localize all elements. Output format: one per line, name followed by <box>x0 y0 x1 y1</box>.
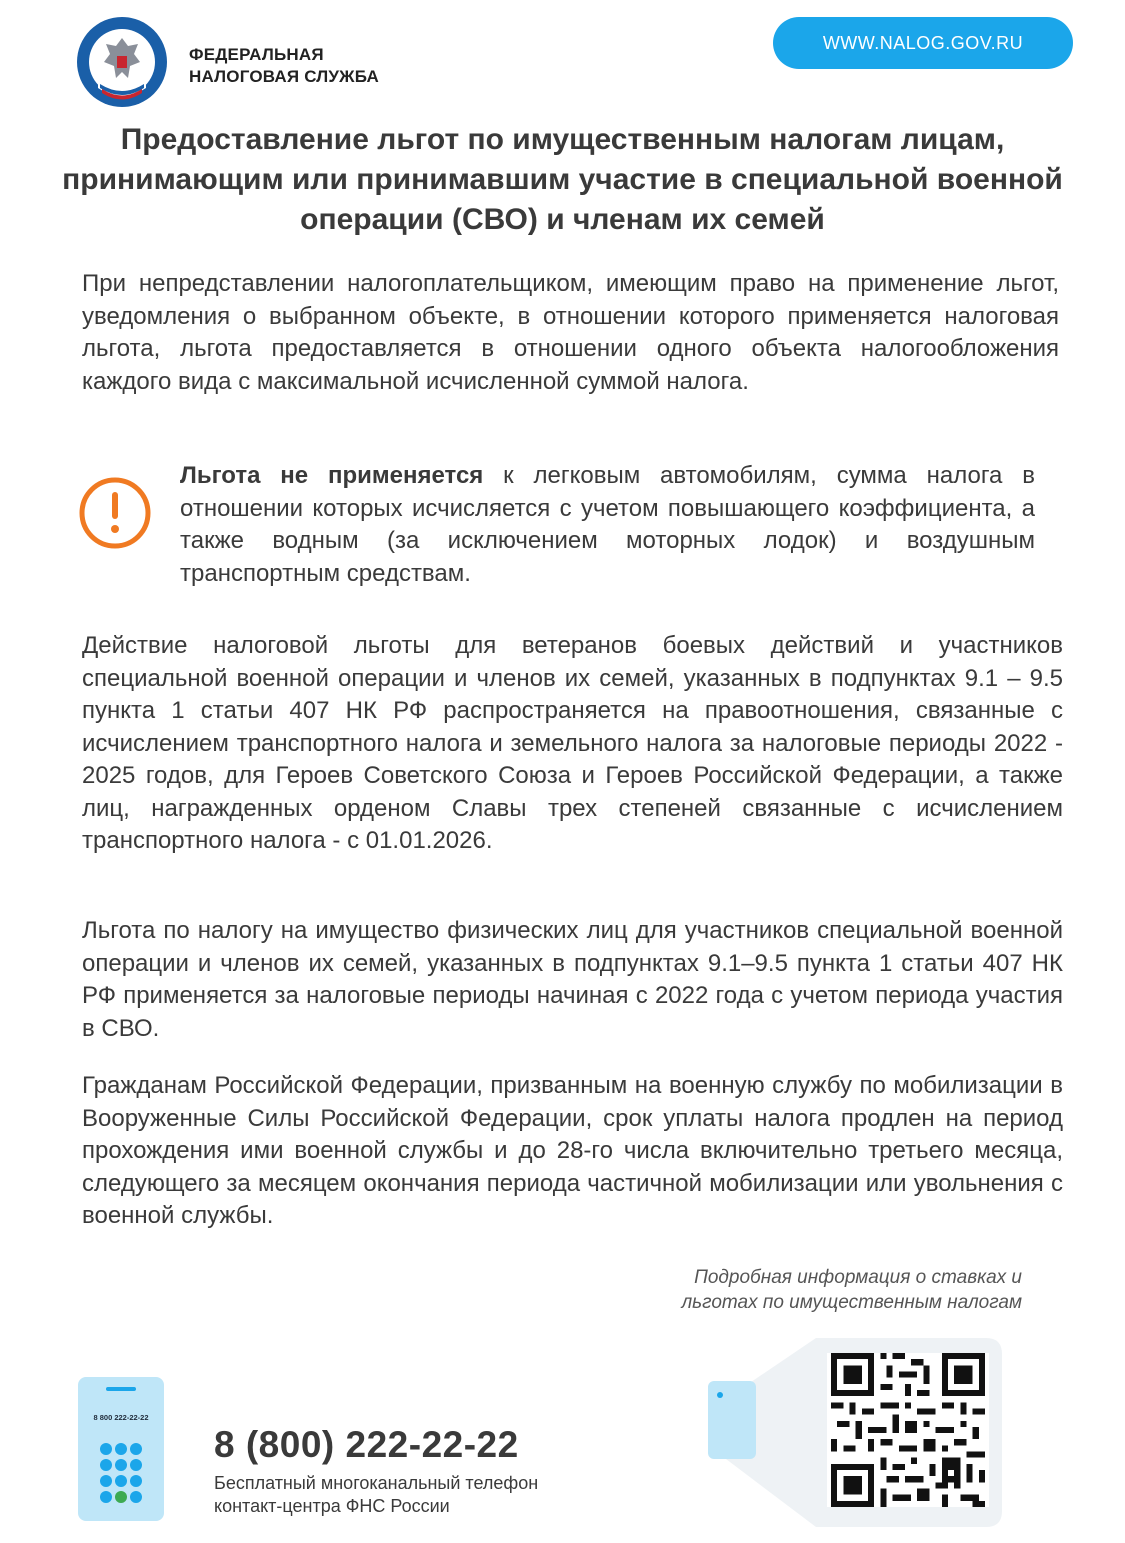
paragraph-benefit-periods: Действие налоговой льготы для ветеранов боевых действий и участников специальной военной операции и членов их семей, указанных в подпунктах 9.1 – 9.5 пункта 1 статьи 407 НК РФ распространяется на правоотношения, связанные с исчислением транспортного налога и земельного налога за налоговые периоды 2022 - 2025 годов, для Героев Советского Союза и Героев Российской Федерации, а также лиц, награжденных орденом Славы трех степеней связанные с исчислением транспортного налога - с 01.01.2026. <box>82 632 1063 854</box>
phone-icon <box>78 1377 164 1521</box>
page-title: Предоставление льгот по имущественным налогам лицам, принимающим или принимавшим участие в специальной военной операции (СВО) и членам их семей <box>62 123 1063 236</box>
org-name-line1: ФЕДЕРАЛЬНАЯ <box>189 45 324 64</box>
org-name <box>189 44 379 88</box>
hotline-caption-line2: контакт-центра ФНС России <box>214 1496 450 1516</box>
paragraph-default-benefit: При непредставлении налогоплательщиком, имеющим право на применение льгот, уведомления о выбранном объекте, в отношении которого применяется налоговая льгота, льгота предоставляется в отношении одного объекта налогообложения каждого вида с максимальной исчисленной суммой налога. <box>82 270 1059 395</box>
more-info-note <box>600 1265 1022 1315</box>
warning-paragraph <box>180 460 1035 590</box>
hotline-caption-line1: Бесплатный многоканальный телефон <box>214 1473 539 1493</box>
warning-bold-text: Льгота не применяется <box>180 462 484 489</box>
paragraph-mobilization: Гражданам Российской Федерации, призванным на военную службу по мобилизации в Вооруженные Силы Российской Федерации, срок уплаты налога продлен на период прохождения ими военной службы и до 28-го числа включительно третьего месяца, следующего за месяцем окончания периода частичной мобилизации или увольнения с военной службы. <box>82 1072 1063 1229</box>
org-name-line2: НАЛОГОВАЯ СЛУЖБА <box>189 67 379 86</box>
fns-emblem-icon <box>76 16 168 108</box>
hotline-phone-number[interactable]: 8 (800) 222-22-22 <box>214 1424 519 1465</box>
hotline-caption <box>214 1472 538 1518</box>
phone-screen-number: 8 800 222-22-22 <box>93 1413 149 1422</box>
qr-code[interactable] <box>827 1353 989 1507</box>
website-link-button[interactable]: WWW.NALOG.GOV.RU <box>773 17 1073 69</box>
more-info-line1: Подробная информация о ставках и <box>694 1267 1022 1288</box>
paragraph-property-tax: Льгота по налогу на имущество физических лиц для участников специальной военной операции и членов их семей, указанных в подпунктах 9.1–9.5 пункта 1 статьи 407 НК РФ применяется за налоговые периоды начиная с 2022 года с учетом периода участия в СВО. <box>82 917 1063 1042</box>
more-info-line2: льготах по имущественным налогам <box>681 1292 1022 1313</box>
warning-text: к легковым автомобилям, сумма налога в отношении которых исчисляется с учетом повышающего коэффициента, а также водным (за исключением моторных лодок) и воздушным транспортным средствам. <box>180 462 1035 587</box>
warning-icon <box>78 476 152 550</box>
